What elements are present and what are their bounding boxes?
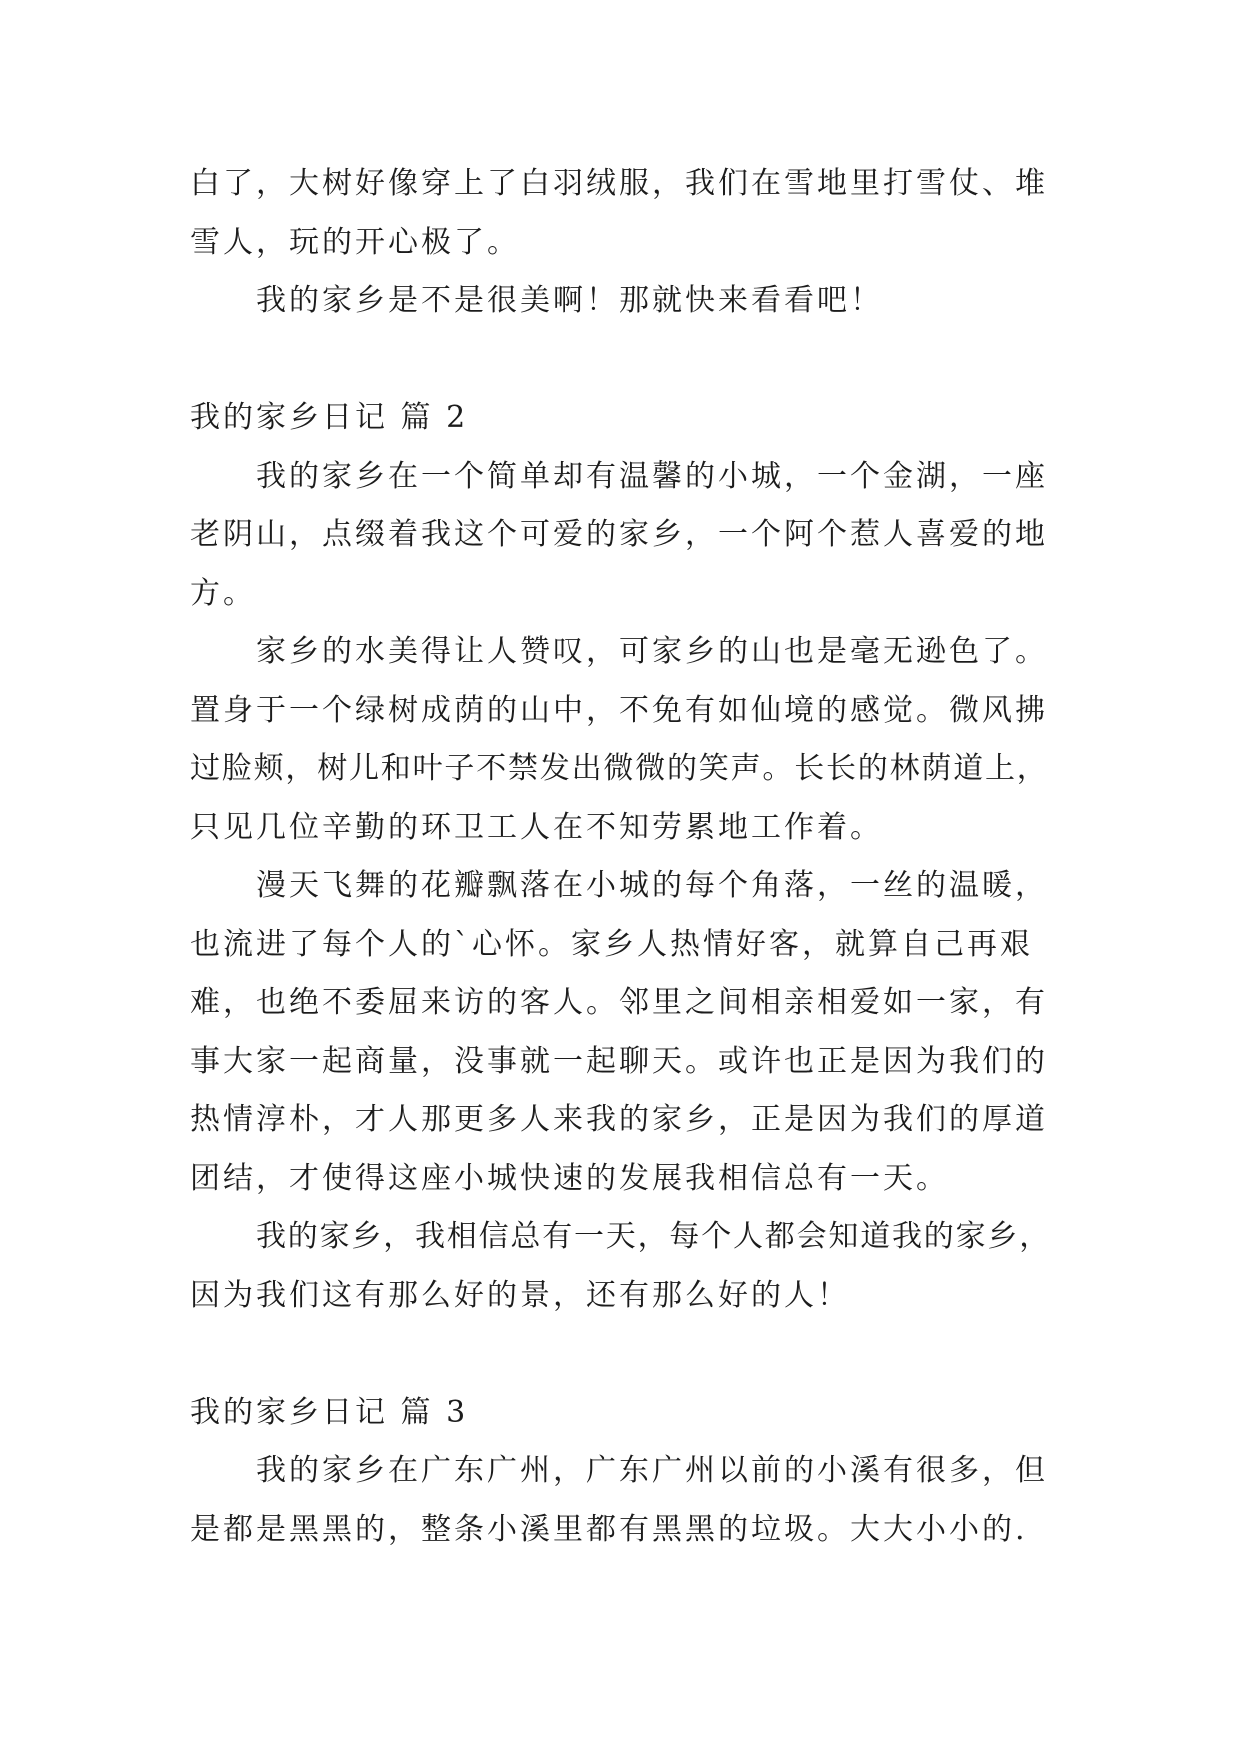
section-title: 我的家乡日记 篇 2 [190, 400, 469, 435]
text-line: 团结，才使得这座小城快速的发展我相信总有一天。 [190, 1160, 949, 1196]
paragraph [190, 155, 1241, 272]
intro-block [190, 155, 1241, 331]
paragraph [190, 1442, 1241, 1559]
text-line: 老阴山，点缀着我这个可爱的家乡，一个阿个惹人喜爱的地 [190, 517, 1048, 552]
text-line: 置身于一个绿树成荫的山中，不免有如仙境的感觉。微风拂 [190, 692, 1048, 728]
text-line: 雪人，玩的开心极了。 [190, 224, 520, 260]
text-line: 方。 [190, 575, 256, 611]
section-title: 我的家乡日记 篇 3 [190, 1394, 469, 1430]
text-line: 白了，大树好像穿上了白羽绒服，我们在雪地里打雪仗、堆 [190, 166, 1048, 201]
paragraph [190, 1208, 1241, 1325]
paragraph [190, 448, 1241, 624]
text-line: 难，也绝不委屈来访的客人。邻里之间相亲相爱如一家，有 [190, 985, 1048, 1020]
text-line: 我的家乡，我相信总有一天，每个人都会知道我的家乡， [256, 1219, 1051, 1254]
paragraph [190, 857, 1241, 1208]
text-line: 漫天飞舞的花瓣飘落在小城的每个角落，一丝的温暖， [256, 868, 1048, 903]
text-line: 热情淳朴，才人那更多人来我的家乡，正是因为我们的厚道 [190, 1102, 1048, 1137]
text-line: 过脸颊，树儿和叶子不禁发出微微的笑声。长长的林荫道上， [190, 751, 1049, 786]
text-line: 我的家乡在一个简单却有温馨的小城，一个金湖，一座 [256, 458, 1048, 494]
text-line: 事大家一起商量，没事就一起聊天。或许也正是因为我们的 [190, 1043, 1048, 1079]
text-line: 家乡的水美得让人赞叹，可家乡的山也是毫无逊色了。 [256, 634, 1048, 669]
diary-section [190, 1384, 1241, 1560]
text-line: 只见几位辛勤的环卫工人在不知劳累地工作着。 [190, 809, 883, 845]
paragraph [190, 272, 1241, 331]
diary-section [190, 389, 1241, 1325]
paragraph [190, 623, 1241, 857]
text-line: 我的家乡在广东广州，广东广州以前的小溪有很多，但 [256, 1453, 1048, 1488]
text-line: 因为我们这有那么好的景，还有那么好的人！ [190, 1277, 850, 1313]
text-line: 是都是黑黑的，整条小溪里都有黑黑的垃圾。大大小小的. [190, 1511, 1028, 1547]
text-line: 我的家乡是不是很美啊！那就快来看看吧！ [256, 283, 883, 318]
text-line: 也流进了每个人的`心怀。家乡人热情好客，就算自己再艰 [190, 926, 1033, 962]
